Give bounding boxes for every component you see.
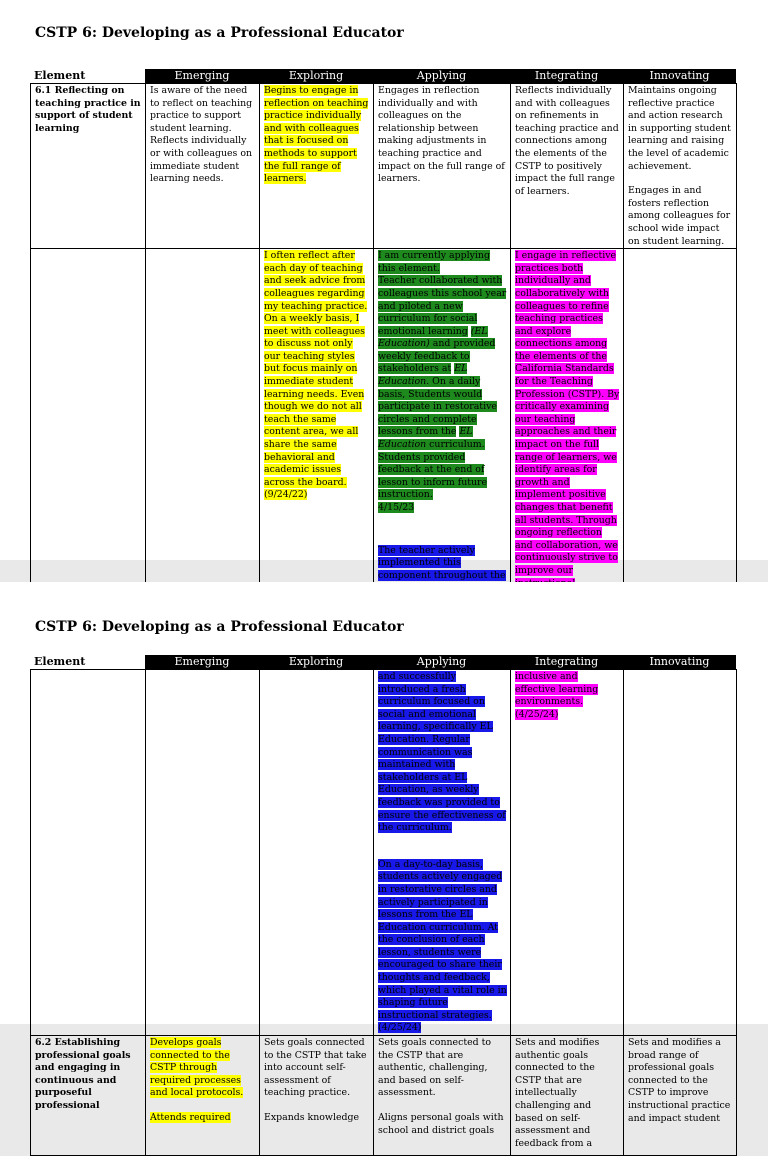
- highlighted-text: Teacher collaborated with colleagues this school year and piloted a new curriculum for social emotional learning: [378, 275, 507, 337]
- highlighted-text: On a day-to-day basis, students actively engaged in restorative circles and actively participated in lessons from the EL Education curriculum. At the conclusion of each lesson, students were encouraged to share their thoughts and feedback, which played a vital role in shaping future instructional strategies.: [378, 858, 507, 1021]
- evidence-date: (9/24/22): [264, 489, 308, 501]
- highlighted-text: I often reflect after each day of teaching and seek advice from colleagues regarding my teaching practice. On a weekly basis, I meet with colleagues to discuss not only our teaching styles but focus mainly on immediate student learning needs. Even though we do not all teach the same content area, we all share the same behavioral and academic issues across the board.: [264, 250, 368, 488]
- table-header-row: [30, 655, 736, 669]
- highlighted-text: EL Education: [378, 363, 468, 388]
- table-row: [31, 84, 737, 249]
- element-cell: [31, 670, 146, 1036]
- integrating-cell: Sets and modifies authentic goals connected to the CSTP that are intellectually challenging and based on self-assessment and feedback from a: [511, 1036, 624, 1156]
- applying-cell: [374, 1036, 511, 1156]
- integrating-evidence-cell: [511, 670, 624, 1036]
- header-element: Element: [34, 655, 86, 668]
- exploring-evidence-cell: [260, 249, 374, 621]
- rubric-table: [30, 83, 737, 621]
- header-integrating: Integrating: [510, 69, 623, 83]
- header-innovating: Innovating: [623, 655, 736, 669]
- highlighted-text: Attends required: [150, 1112, 231, 1123]
- exploring-cell: [260, 84, 374, 249]
- header-element: Element: [34, 69, 86, 82]
- header-applying: Applying: [373, 69, 510, 83]
- emerging-cell: Is aware of the need to reflect on teaching practice to support student learning. Reflects individually or with colleagues on immediate student learning needs.: [146, 84, 260, 249]
- highlighted-text: Develops goals connected to the CSTP through required processes and local protocols.: [150, 1037, 244, 1099]
- exploring-cell: [260, 670, 374, 1036]
- header-exploring: Exploring: [259, 69, 373, 83]
- applying-text: Aligns personal goals with school and district goals: [378, 1112, 504, 1136]
- innovating-cell: Sets and modifies a broad range of professional goals connected to the CSTP to improve instructional practice and impact student: [624, 1036, 737, 1156]
- highlighted-text: inclusive and effective learning environments.: [515, 671, 599, 708]
- emerging-cell: [146, 670, 260, 1036]
- exploring-text: Expands knowledge: [264, 1112, 360, 1123]
- integrating-cell: Reflects individually and with colleagues on refinements in teaching practice and connections among the elements of the CSTP to positively impact the full range of learners.: [511, 84, 624, 249]
- emerging-cell: [146, 1036, 260, 1156]
- evidence-date: 4/15/23: [378, 502, 415, 513]
- table-row: [31, 249, 737, 621]
- exploring-text: Sets goals connected to the CSTP that take into account self-assessment of teaching practice.: [264, 1037, 367, 1099]
- header-exploring: Exploring: [259, 655, 373, 669]
- innovating-cell: [624, 84, 737, 249]
- table-row: [31, 670, 737, 1036]
- highlighted-text: curriculum. Students provided feedback at the end of lesson to inform future instruction.: [378, 439, 488, 501]
- table-row: [31, 1036, 737, 1156]
- integrating-evidence-cell: [511, 249, 624, 621]
- highlighted-text: EL Education: [378, 426, 473, 451]
- highlighted-text: I engage in reflective practices both individually and collaboratively with colleagues to refine teaching practices and explore connections among the elements of the California Standards for the Teaching Profession (CSTP). By critically examining our teaching approaches and their impact on the full range of learners, we identify areas for growth and implement positive changes that benefit all students. Through ongoing reflection and collaboration, we continuously strive to improve our: [515, 250, 619, 614]
- highlighted-text: I am currently applying this element.: [378, 250, 490, 274]
- emerging-cell: [146, 249, 260, 621]
- innovating-cell: [624, 249, 737, 621]
- applying-evidence-cell: [374, 670, 511, 1036]
- element-cell: 6.1 Reflecting on teaching practice in support of student learning: [31, 84, 146, 249]
- applying-cell: Engages in reflection individually and with colleagues on the relationship between making adjustments in teaching practice and impact on the full range of learners.: [374, 84, 511, 249]
- page-title: CSTP 6: Developing as a Professional Educator: [35, 619, 404, 635]
- highlighted-text: and provided weekly feedback to stakeholders at: [378, 338, 496, 375]
- highlighted-text: and successfully introduced a fresh curriculum focused on social and emotional learning, specifically EL Education. Regular communication was maintained with stakeholders at EL Education, as weekly feedback was provided to ensure the effectiveness of the curriculum.: [378, 671, 506, 834]
- applying-text: Sets goals connected to the CSTP that are authentic, challenging, and based on self- assessment.: [378, 1037, 492, 1099]
- header-applying: Applying: [373, 655, 510, 669]
- innovating-cell: [624, 670, 737, 1036]
- header-integrating: Integrating: [510, 655, 623, 669]
- evidence-date: (4/25/24): [378, 1022, 422, 1034]
- evidence-date: (4/25/24): [515, 708, 559, 720]
- exploring-cell: [260, 1036, 374, 1156]
- highlighted-text: The teacher actively implemented this component throughout the: [378, 545, 507, 619]
- header-emerging: Emerging: [145, 69, 259, 83]
- header-emerging: Emerging: [145, 655, 259, 669]
- document-page-2: [0, 582, 768, 1149]
- highlighted-text: (EL Education): [378, 325, 488, 350]
- applying-evidence-cell: [374, 249, 511, 621]
- page-title: CSTP 6: Developing as a Professional Educator: [35, 25, 404, 41]
- innovating-text: Maintains ongoing reflective practice and action research in supporting student learning and raising the level of academic achievement.: [628, 85, 731, 172]
- highlighted-text: Begins to engage in reflection on teaching practice individually and with colleagues that is focused on methods to support the full range of learners.: [264, 85, 369, 185]
- rubric-table: [30, 669, 737, 1156]
- highlighted-text: . On a daily basis, Students would participate in restorative circles and complete lessons from the: [378, 376, 497, 438]
- innovating-text: Engages in and fosters reflection among colleagues for school wide impact on student learning.: [628, 185, 731, 247]
- element-cell: [31, 249, 146, 621]
- table-header-row: [30, 69, 736, 83]
- header-innovating: Innovating: [623, 69, 736, 83]
- element-cell: 6.2 Establishing professional goals and engaging in continuous and purposeful professional: [31, 1036, 146, 1156]
